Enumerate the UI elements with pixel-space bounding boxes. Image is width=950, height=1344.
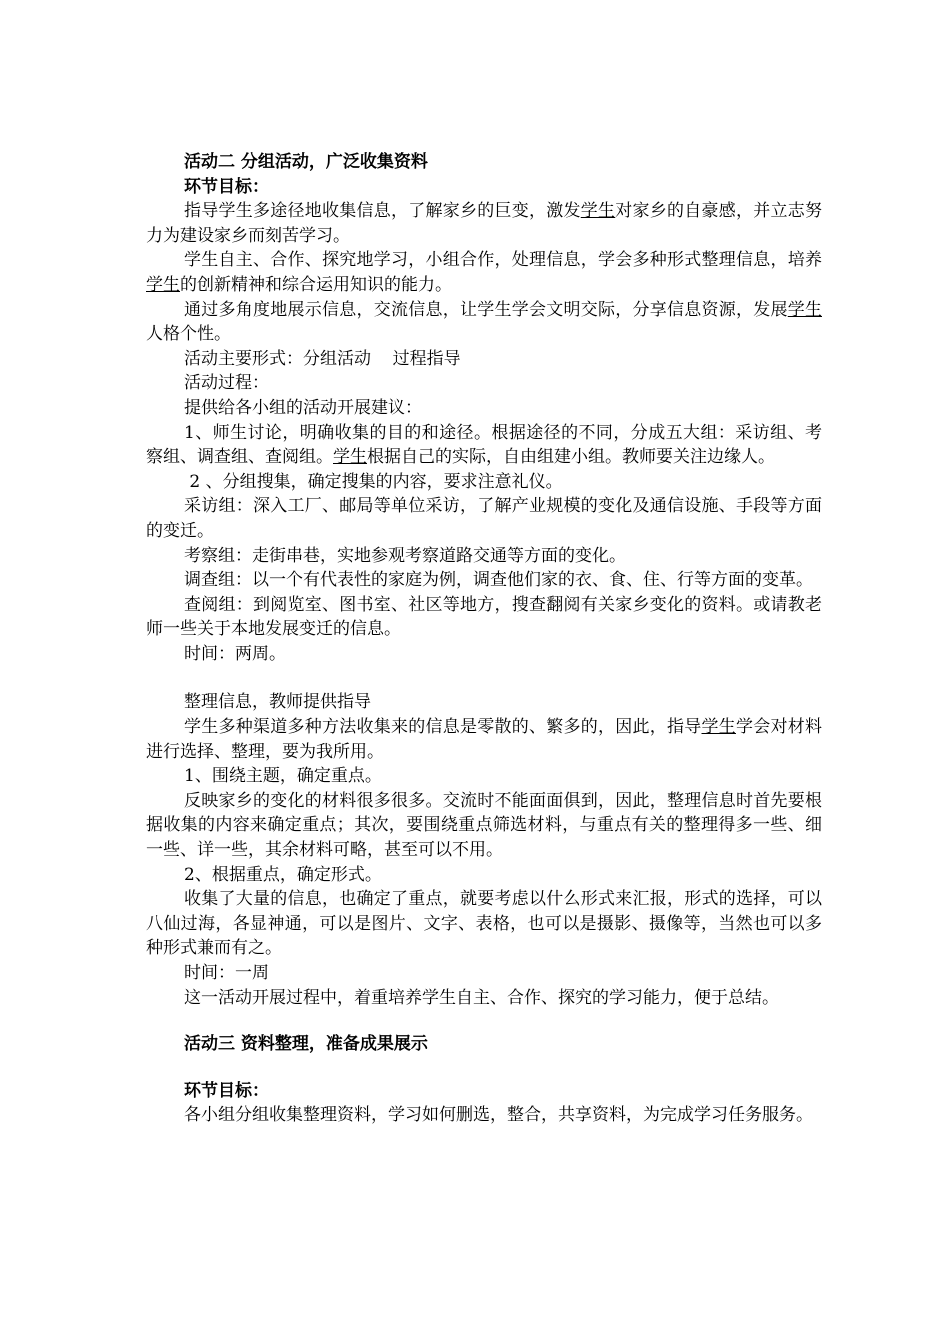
spacer bbox=[146, 1057, 822, 1079]
organize-heading: 整理信息，教师提供指导 bbox=[184, 692, 371, 713]
text-segment: 通过多角度地展示信息，交流信息，让学生学会文明交际，分享信息资源，发展 bbox=[184, 299, 788, 320]
point-1-paragraph: 反映家乡的变化的材料很多很多。交流时不能面面俱到，因此，整理信息时首先要根据收集的内容来确定重点；其次，要围绕重点筛选材料，与重点有关的整理得多一些、细一些、详一些，其余材料可略，甚至可以不用。 bbox=[146, 790, 822, 861]
activity-suggestions-label: 提供给各小组的活动开展建议： bbox=[184, 397, 422, 418]
point-2-heading: 2、根据重点，确定形式。 bbox=[184, 864, 382, 885]
step-2-paragraph: 2 、分组搜集，确定搜集的内容，要求注意礼仪。 bbox=[184, 471, 563, 492]
student-link[interactable]: 学生 bbox=[333, 447, 367, 468]
document-page bbox=[146, 150, 822, 1128]
text-segment: 1、师生讨论，明确收集的目的和途径。根据途径的不同，分成五大组：采访组、考察组、调查组、查阅组。 bbox=[146, 422, 822, 468]
student-link[interactable]: 学生 bbox=[146, 274, 180, 295]
text-segment: 学会对材料进行选择、整理，要为我所用。 bbox=[146, 717, 822, 762]
inspect-group-paragraph: 考察组：走街串巷，实地参观考察道路交通等方面的变化。 bbox=[184, 545, 626, 566]
survey-group-paragraph: 调查组：以一个有代表性的家庭为例，调查他们家的衣、食、住、行等方面的变革。 bbox=[184, 570, 813, 591]
activity3-goal-paragraph: 各小组分组收集整理资料，学习如何删选，整合，共享资料，为完成学习任务服务。 bbox=[184, 1105, 813, 1126]
activity3-goal-heading: 环节目标： bbox=[184, 1080, 269, 1101]
activity2-goal-paragraph-1 bbox=[146, 199, 822, 248]
text-segment: 的创新精神和综合运用知识的能力。 bbox=[180, 274, 452, 295]
interview-group-paragraph: 采访组：深入工厂、邮局等单位采访，了解产业规模的变化及通信设施、手段等方面的变迁。 bbox=[146, 496, 822, 541]
step-1-paragraph bbox=[146, 421, 822, 470]
student-link[interactable]: 学生 bbox=[787, 299, 822, 320]
organize-intro-paragraph bbox=[146, 715, 822, 764]
time-one-week: 时间：一周 bbox=[184, 963, 269, 983]
student-link[interactable]: 学生 bbox=[580, 201, 616, 222]
text-segment: 学生多种渠道多种方法收集来的信息是零散的、繁多的，因此，指导 bbox=[184, 717, 702, 738]
spacer bbox=[146, 666, 822, 690]
summary-paragraph: 这一活动开展过程中，着重培养学生自主、合作、探究的学习能力，便于总结。 bbox=[184, 987, 779, 1008]
time-two-weeks: 时间：两周。 bbox=[184, 643, 286, 664]
activity2-goal-heading: 环节目标： bbox=[184, 176, 269, 197]
text-segment: 根据自己的实际，自由组建小组。教师要关注边缘人。 bbox=[367, 447, 775, 468]
activity2-goal-paragraph-2 bbox=[146, 248, 822, 297]
point-1-heading: 1、围绕主题，确定重点。 bbox=[184, 766, 382, 787]
spacer bbox=[146, 1010, 822, 1032]
activity3-title: 活动三 资料整理，准备成果展示 bbox=[184, 1034, 428, 1055]
text-segment: 学生自主、合作、探究地学习，小组合作，处理信息，学会多种形式整理信息，培养 bbox=[184, 250, 822, 271]
activity-process-label: 活动过程： bbox=[184, 373, 269, 394]
activity2-goal-paragraph-3 bbox=[146, 298, 822, 347]
point-2-paragraph: 收集了大量的信息，也确定了重点，就要考虑以什么形式来汇报，形式的选择，可以八仙过海，各显神通，可以是图片、文字、表格，也可以是摄影、摄像等，当然也可以多种形式兼而有之。 bbox=[146, 889, 822, 959]
lookup-group-paragraph: 查阅组：到阅览室、图书室、社区等地方，搜查翻阅有关家乡变化的资料。或请教老师一些关于本地发展变迁的信息。 bbox=[146, 594, 822, 640]
activity2-title: 活动二 分组活动，广泛收集资料 bbox=[184, 152, 428, 172]
student-link[interactable]: 学生 bbox=[701, 717, 736, 738]
text-segment: 人格个性。 bbox=[146, 324, 231, 345]
text-segment: 指导学生多途径地收集信息，了解家乡的巨变，激发 bbox=[184, 201, 581, 222]
activity-form: 活动主要形式：分组活动 过程指导 bbox=[184, 348, 461, 369]
text-segment: 对家乡的自豪感，并立志努力为建设家乡而刻苦学习。 bbox=[146, 201, 822, 246]
